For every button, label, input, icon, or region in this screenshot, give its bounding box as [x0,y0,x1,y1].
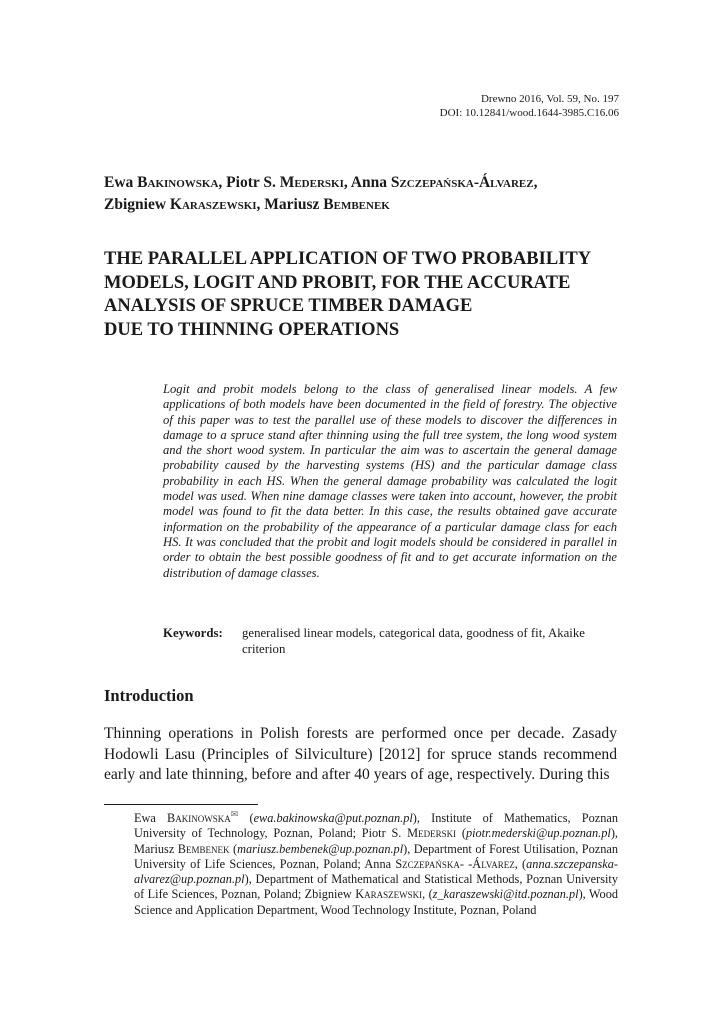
email-link[interactable]: ewa.bakinowska@put.poznan.pl [253,811,413,825]
paper-title [104,248,624,342]
footnote-divider [104,804,258,805]
title-line: ANALYSIS OF SPRUCE TIMBER DAMAGE [104,296,473,316]
title-line: MODELS, LOGIT AND PROBIT, FOR THE ACCURATE [104,272,571,293]
author-list [104,172,624,216]
keywords-text: generalised linear models, categorical data, goodness of fit, Akaike criterion [242,626,585,656]
section-heading-introduction: Introduction [104,686,194,705]
email-link[interactable]: piotr.mederski@up.poznan.pl [465,826,611,841]
author-line-1: Ewa Bakinowska, Piotr S. Mederski, Anna Szczepańska-Álvarez, [104,174,538,191]
journal-citation: Drewno 2016, Vol. 59, No. 197 [480,93,619,105]
title-line: THE PARALLEL APPLICATION OF TWO PROBABILITY [104,249,592,269]
abstract: Logit and probit models belong to the class of generalised linear models. A few applications of both models have been documented in the field of forestry. The objective of this paper was to test the parallel use of these models to discover the differences in damage to a spruce stand after thinning using the full tree system, the long wood system and the short wood system. In particular the aim was to ascertain the general damage probability caused by the harvesting systems (HS) and the particular damage class probability in each HS. When the general damage probability was calculated the logit model was used. When nine damage classes were taken into account, however, the probit model was found to fit the data better. In this case, the results obtained gave accurate information on the probability of the appearance of a particular damage class for each HS. It was concluded that the probit and logit models should be considered in parallel in order to obtain the best possible goodness of fit and to get accurate information on the distribution of damage classes. [163,382,617,580]
keywords-label: Keywords: [163,626,223,640]
introduction-paragraph: Thinning operations in Polish forests are performed once per decade. Zasady Hodowli Lasu (Principles of Silviculture) [2012] for spruce stands recommend early and late thinning, before and after 40 years of age, respectively. During this [104,725,617,783]
journal-header [440,92,619,120]
email-link[interactable]: z_karaszewski@itd.poznan.pl [432,887,579,902]
title-line: DUE TO THINNING OPERATIONS [104,319,400,340]
email-link[interactable]: mariusz.bembenek@up.poznan.pl [237,841,404,856]
author-line-2: Zbigniew Karaszewski, Mariusz Bembenek [104,196,390,213]
author-affiliations-footnote: Ewa Bakinowska✉ (ewa.bakinowska@put.poznan.pl), Institute of Mathematics, Poznan University of Technology, Poznan, Poland; Piotr S. Mederski (piotr.mederski@up.poznan.pl), Mariusz Bembenek (mariusz.bembenek@up.poznan.pl), Department of Forest Utilisation, Poznan University of Life Sciences, Poznan, Poland; Anna Szczepańska- -Álvarez, (anna.szczepanska-alvarez@up.poznan.pl), Department of Mathematical and Statistical Methods, Poznan University of Life Sciences, Poznan, Poland; Zbigniew Karaszewski, (z_karaszewski@itd.poznan.pl), Wood Science and Application Department, Wood Technology Institute, Poznan, Poland [134,808,619,917]
journal-doi: DOI: 10.12841/wood.1644-3985.C16.06 [439,107,619,119]
email-link[interactable]: anna.szczepanska-alvarez@up.poznan.pl [134,856,619,887]
